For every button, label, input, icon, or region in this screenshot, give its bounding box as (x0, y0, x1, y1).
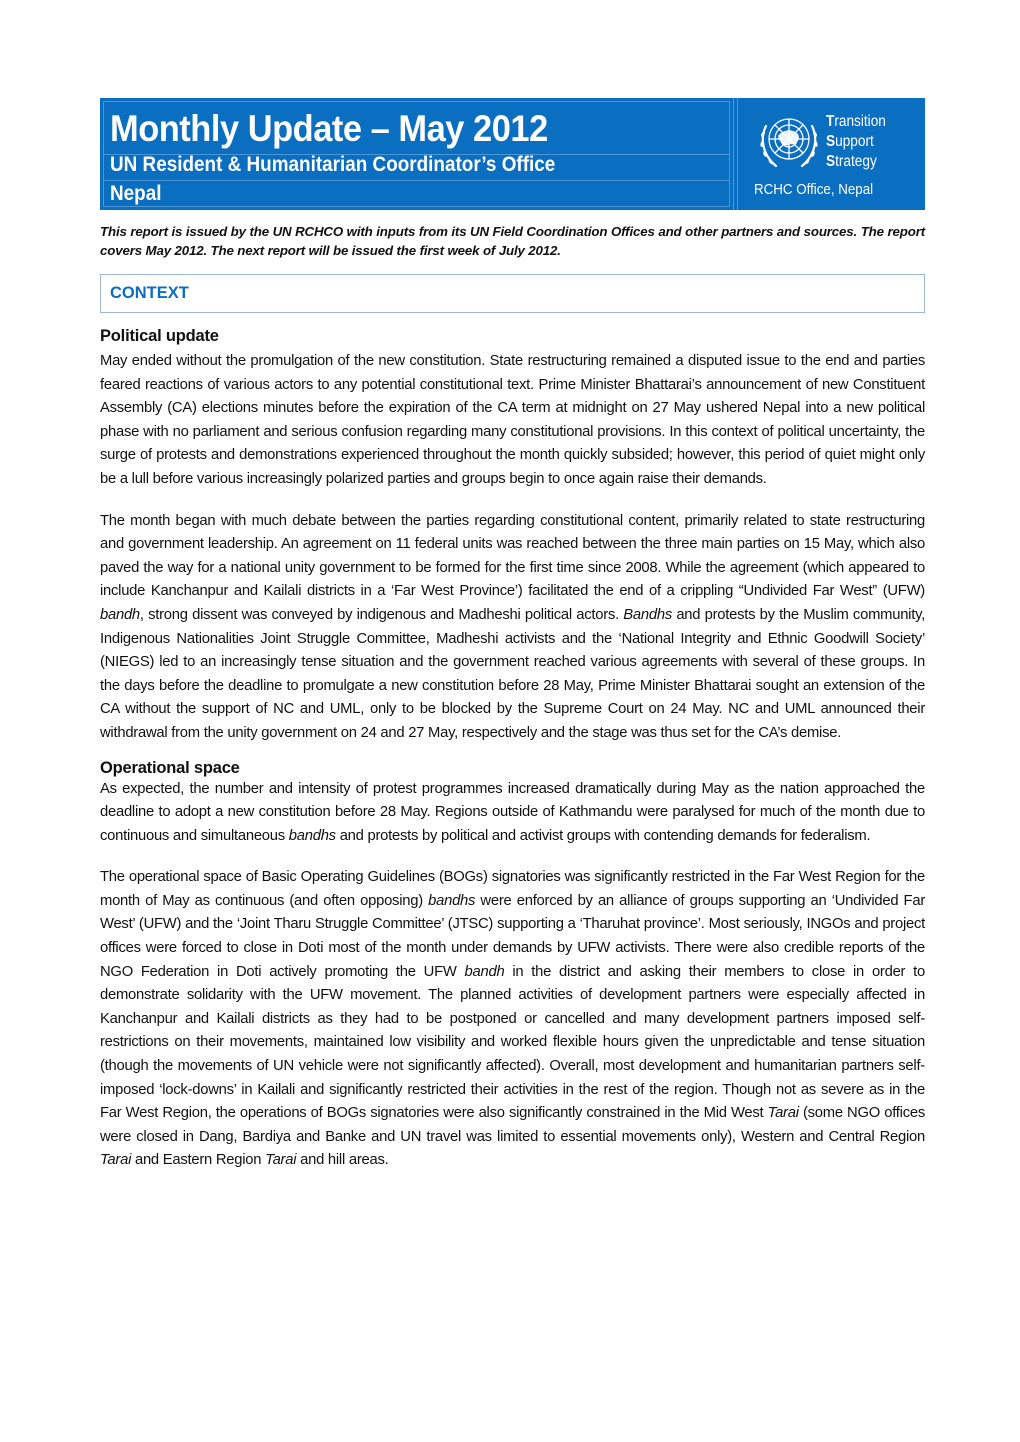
banner-rule (103, 101, 730, 102)
header-banner (100, 98, 925, 210)
heading-operational-space: Operational space (100, 758, 240, 777)
banner-rule (103, 180, 730, 181)
report-subtitle: UN Resident & Humanitarian Coordinator’s Office (110, 153, 556, 176)
brand-line-strategy: Strategy (826, 153, 878, 170)
banner-rule (729, 101, 730, 207)
paragraph: The operational space of Basic Operating Guidelines (BOGs) signatories was significantly restricted in the Far West Region for the month of May as continuous (and often opposing) bandhs were enforced by an alliance of groups supporting an ‘Undivided Far West’ (UFW) and the ‘Joint Tharu Struggle Committee’ (JTSC) supporting a ‘Tharuhat province’. Most seriously, INGOs and project offices were forced to close in Doti most of the month under demands by UFW activists. There were also credible reports of the NGO Federation in Doti actively promoting the UFW bandh in the district and asking their members to close in order to demonstrate solidarity with the UFW movement. The planned activities of development partners were especially affected in Kanchanpur and Kailali districts as they had to be postponed or cancelled and many development partners imposed self-restrictions on their movements, maintained low visibility and worked flexible hours given the unpredictable and tense situation (though the movements of UN vehicle were not significantly affected). Overall, most development and humanitarian partners self-imposed ‘lock-downs’ in Kailali and significantly restricted their activities in the rest of the region. Though not as severe as in the Far West Region, the operations of BOGs signatories were also significantly constrained in the Mid West Tarai (some NGO offices were closed in Dang, Bardiya and Banke and UN travel was limited to essential movements only), Western and Central Region Tarai and Eastern Region Tarai and hill areas. (100, 869, 925, 1169)
heading-political-update: Political update (100, 327, 219, 345)
un-emblem-icon (754, 106, 824, 176)
section-header-context (100, 274, 925, 313)
report-intro: This report is issued by the UN RCHCO with inputs from its UN Field Coordination Offices and other partners and sources. The report covers May 2012. The next report will be issued the first week of July 2012. (100, 224, 925, 258)
banner-rule (737, 98, 738, 210)
brand-tagline (826, 112, 886, 172)
brand-office: RCHC Office, Nepal (754, 182, 874, 198)
banner-rule (103, 206, 730, 207)
paragraph: As expected, the number and intensity of protest programmes increased dramatically during May as the nation approached the deadline to adopt a new constitution before 28 May. Regions outside of Kathmandu were paralysed for much of the month due to continuous and simultaneous bandhs and protests by political and activist groups with contending demands for federalism. (100, 780, 925, 844)
brand-line-transition: Transition (826, 113, 887, 130)
document-page (100, 98, 925, 1173)
brand-block (733, 98, 925, 210)
brand-line-support: Support (826, 133, 875, 150)
paragraph: May ended without the promulgation of the new constitution. State restructuring remained a disputed issue to the end and parties feared reactions of various actors to any potential constitutional text. Prime Minister Bhattarai’s announcement of new Constituent Assembly (CA) elections minutes before the expiration of the CA term at midnight on 27 May ushered Nepal into a new political phase with no parliament and serious confusion regarding many constitutional provisions. In this context of political uncertainty, the surge of protests and demonstrations experienced throughout the month quickly subsided; however, this period of quiet might only be a lull before various increasingly polarized parties and groups begin to once again raise their demands. (100, 353, 925, 487)
report-country: Nepal (110, 182, 162, 205)
paragraph: The month began with much debate between the parties regarding constitutional content, primarily related to state restructuring and government leadership. An agreement on 11 federal units was reached between the three main parties on 15 May, which also paved the way for a national unity government to be formed for the first time since 2008. While the agreement (which appeared to include Kanchanpur and Kailali districts in a ‘Far West Province’) facilitated the end of a crippling “Undivided Far West” (UFW) bandh, strong dissent was conveyed by indigenous and Madheshi political actors. Bandhs and protests by the Muslim community, Indigenous Nationalities Joint Struggle Committee, Madheshi activists and the ‘National Integrity and Ethnic Goodwill Society’ (NIEGS) led to an increasingly tense situation and the government reached various agreements with several of these groups. In the days before the deadline to promulgate a new constitution before 28 May, Prime Minister Bhattarai sought an extension of the CA without the support of NC and UML, only to be blocked by the Supreme Court on 24 May. NC and UML announced their withdrawal from the unity government on 24 and 27 May, respectively and the stage was thus set for the CA’s demise. (100, 512, 925, 741)
section-title: CONTEXT (110, 284, 189, 302)
report-title: Monthly Update – May 2012 (110, 108, 548, 149)
banner-title-area (100, 98, 733, 210)
